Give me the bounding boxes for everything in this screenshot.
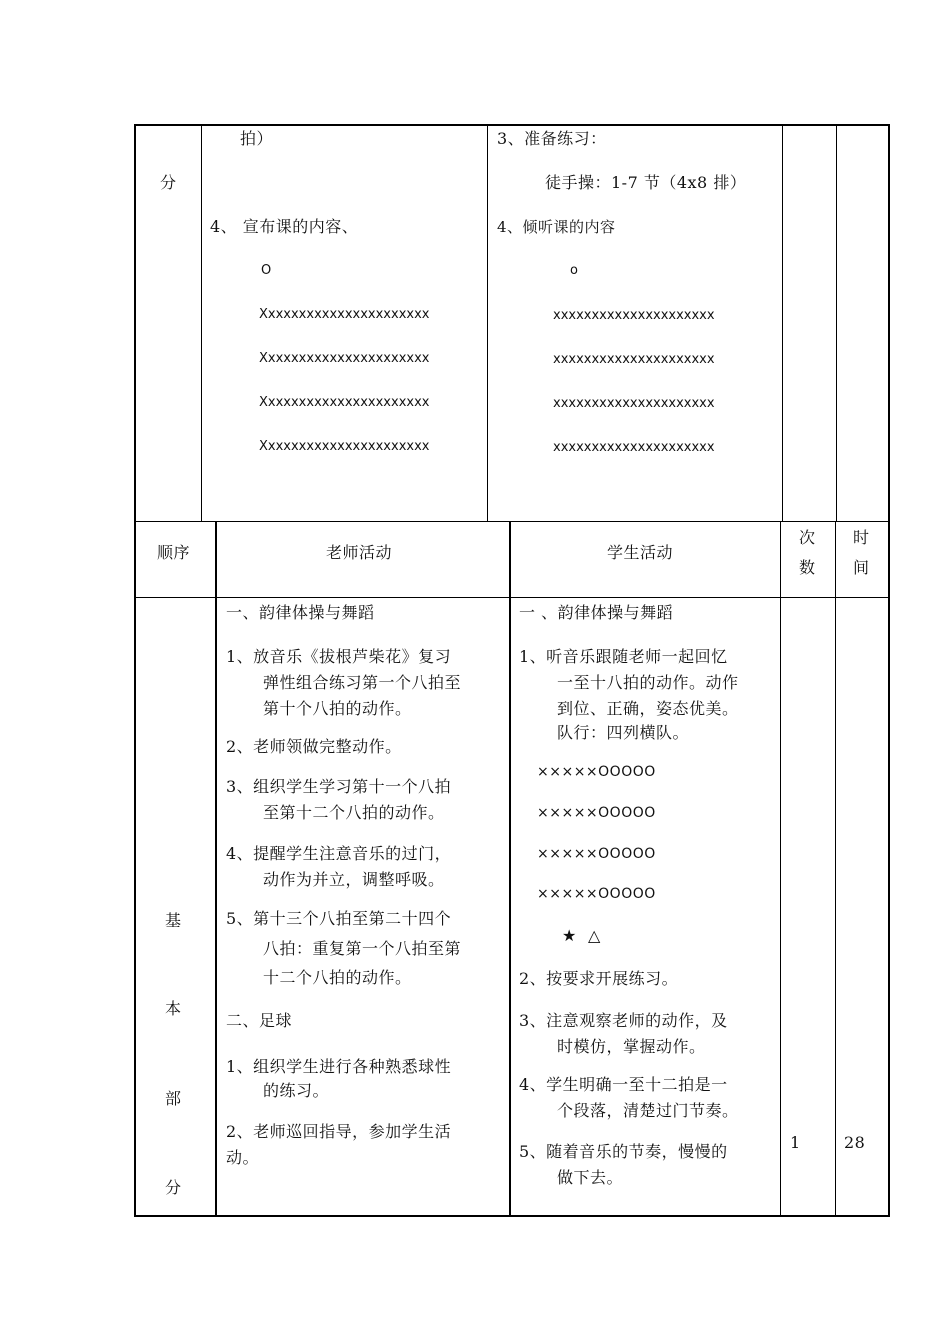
teacher-item-3: 3、组织学生学习第十一个八拍 bbox=[226, 777, 452, 796]
student-formation-o: o bbox=[570, 263, 578, 278]
teacher-item-5: 5、第十三个八拍至第二十四个 bbox=[226, 909, 452, 928]
teacher-item-2: 2、老师领做完整动作。 bbox=[226, 737, 402, 756]
teacher-heading-2: 二、足球 bbox=[226, 1011, 293, 1030]
student-item-3-detail: 徒手操：1-7 节（4x8 排） bbox=[545, 173, 747, 192]
student-formation-row: ×××××OOOOO bbox=[537, 886, 656, 902]
header-student-activity: 学生活动 bbox=[607, 543, 674, 562]
header-teacher-activity: 老师活动 bbox=[326, 543, 393, 562]
time-value: 28 bbox=[844, 1133, 866, 1152]
header-time-1: 时 bbox=[853, 528, 870, 547]
student-item-3: 3、准备练习： bbox=[497, 129, 607, 148]
student-item-4: 4、学生明确一至十二拍是一 bbox=[519, 1075, 728, 1094]
student-item-2: 2、按要求开展练习。 bbox=[519, 969, 679, 988]
count-value: 1 bbox=[790, 1133, 801, 1152]
header-time-2: 间 bbox=[853, 558, 870, 577]
teacher-continued-text: 拍） bbox=[240, 129, 274, 148]
teacher-item-1: 1、放音乐《拔根芦柴花》复习 bbox=[226, 647, 452, 666]
teacher-football-item-1: 1、组织学生进行各种熟悉球性 bbox=[226, 1057, 452, 1076]
student-formation-row: ×××××OOOOO bbox=[537, 805, 656, 821]
teacher-football-item-2: 2、老师巡回指导，参加学生活 bbox=[226, 1122, 452, 1141]
student-item-4: 4、倾听课的内容 bbox=[497, 218, 616, 236]
teacher-formation-row: Xxxxxxxxxxxxxxxxxxxxxx bbox=[259, 307, 430, 322]
student-formation-row: xxxxxxxxxxxxxxxxxxxxx bbox=[553, 440, 715, 455]
student-formation-row: xxxxxxxxxxxxxxxxxxxxx bbox=[553, 308, 715, 323]
student-item-3: 3、注意观察老师的动作，及 bbox=[519, 1011, 728, 1030]
teacher-formation-row: Xxxxxxxxxxxxxxxxxxxxxx bbox=[259, 395, 430, 410]
header-order: 顺序 bbox=[157, 543, 191, 562]
header-count-2: 数 bbox=[799, 558, 816, 577]
teacher-heading-1: 一、韵律体操与舞蹈 bbox=[226, 603, 375, 622]
header-count-1: 次 bbox=[799, 528, 816, 547]
teacher-item-4: 4、 宣布课的内容、 bbox=[210, 217, 359, 236]
student-formation-row: xxxxxxxxxxxxxxxxxxxxx bbox=[553, 352, 715, 367]
top-section-label: 分 bbox=[160, 173, 177, 192]
teacher-formation-row: Xxxxxxxxxxxxxxxxxxxxxx bbox=[259, 439, 430, 454]
teacher-position-marks: ★ △ bbox=[562, 926, 601, 945]
student-item-5: 5、随着音乐的节奏，慢慢的 bbox=[519, 1142, 728, 1161]
student-formation-row: ×××××OOOOO bbox=[537, 764, 656, 780]
teacher-item-4: 4、提醒学生注意音乐的过门， bbox=[226, 844, 452, 863]
student-heading-1: 一 、韵律体操与舞蹈 bbox=[519, 603, 674, 622]
teacher-formation-row: Xxxxxxxxxxxxxxxxxxxxxx bbox=[259, 351, 430, 366]
teacher-formation-o: O bbox=[261, 263, 272, 278]
student-formation-row: ×××××OOOOO bbox=[537, 846, 656, 862]
student-item-1: 1、听音乐跟随老师一起回忆 bbox=[519, 647, 728, 666]
student-formation-row: xxxxxxxxxxxxxxxxxxxxx bbox=[553, 396, 715, 411]
